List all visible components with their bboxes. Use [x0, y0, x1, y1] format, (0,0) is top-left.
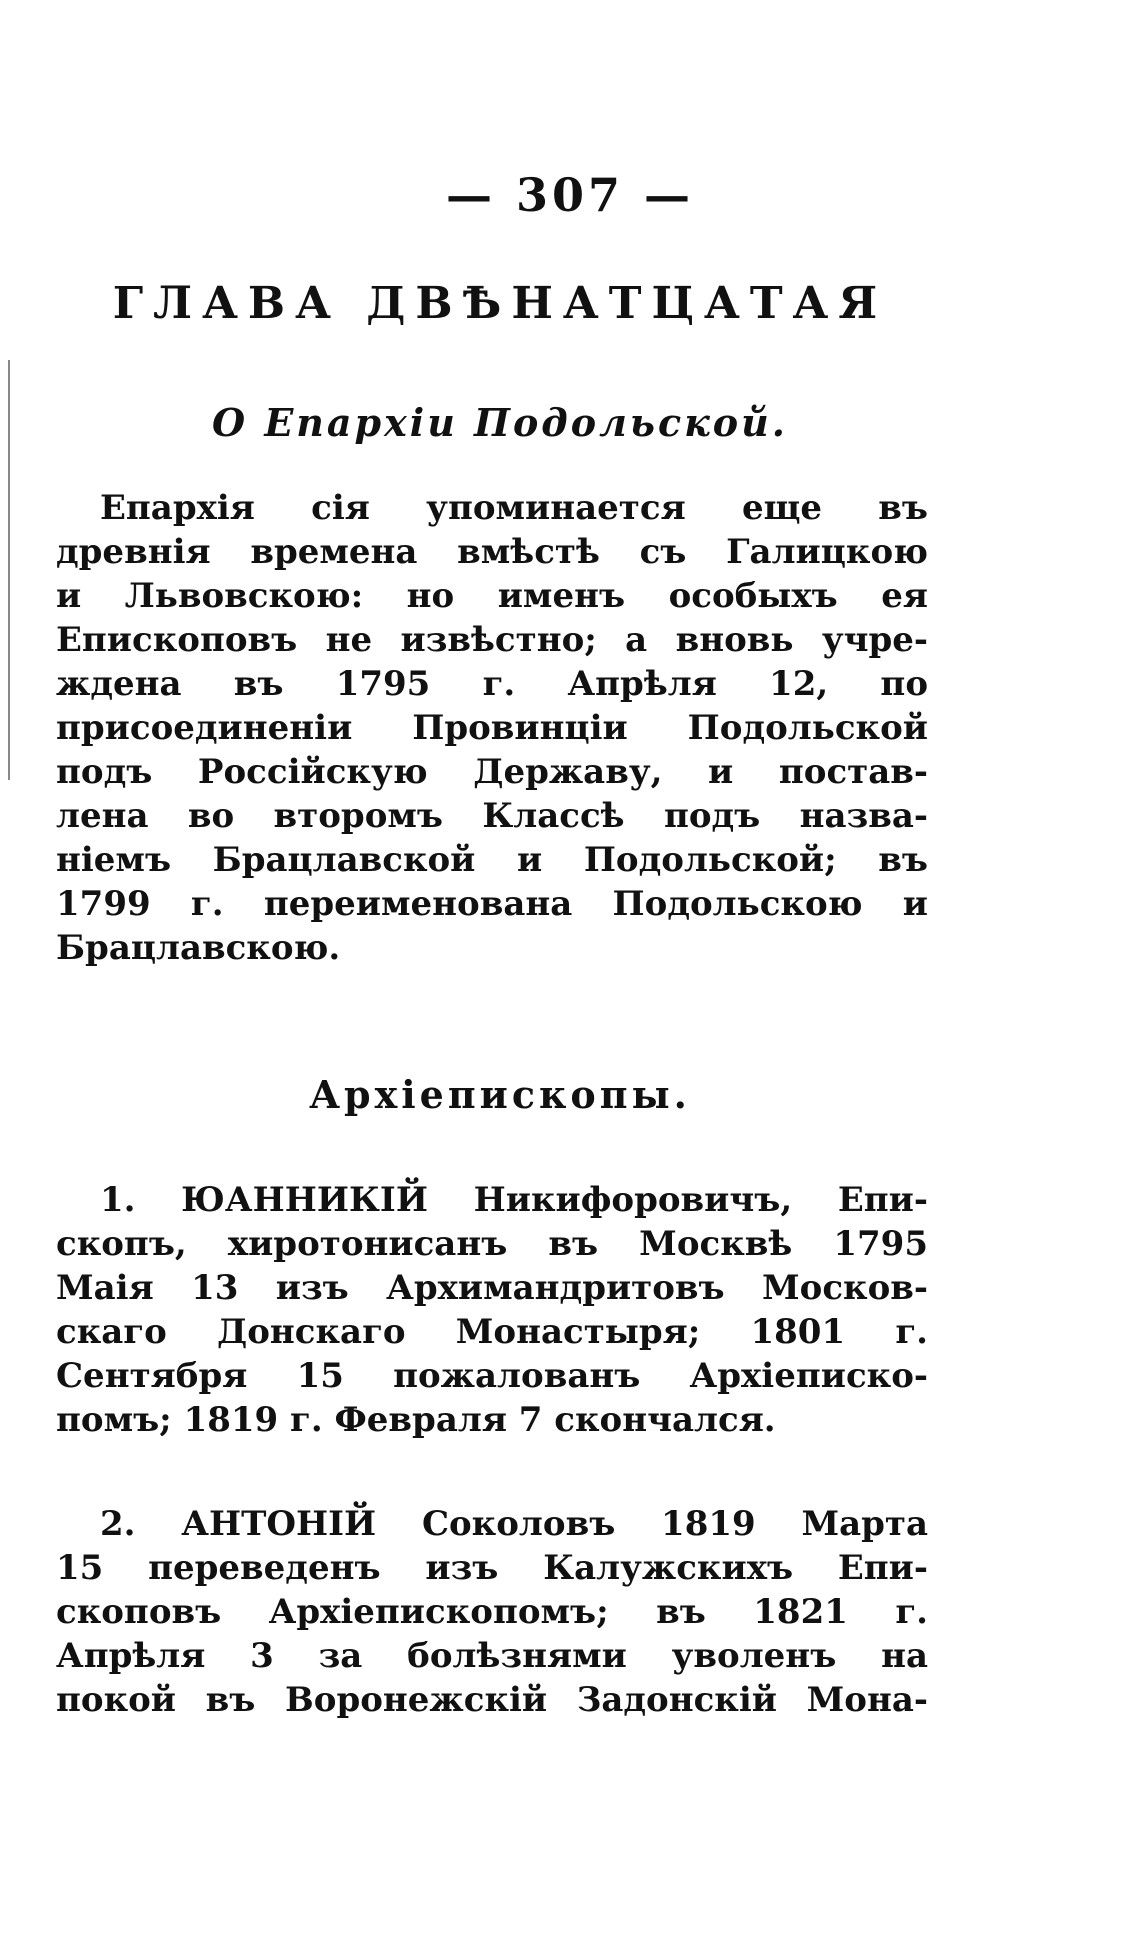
entry-paragraph — [56, 1502, 928, 1722]
chapter-title: ГЛАВА ДВѢНАТЦАТАЯ — [112, 278, 888, 329]
text-line: подъ Россійскую Державу, и постав- — [56, 752, 928, 792]
text-line: ніемъ Брацлавской и Подольской; въ — [56, 840, 928, 880]
intro-paragraph — [56, 486, 928, 970]
text-line: покой въ Воронежскій Задонскій Мона- — [56, 1680, 928, 1720]
text-line: и Львовскою: но именъ особыхъ ея — [56, 576, 928, 616]
text-line: Брацлавскою. — [56, 928, 341, 968]
entry-paragraph — [56, 1178, 928, 1442]
text-line: присоединеніи Провинціи Подольской — [56, 708, 928, 748]
text-line: 2. АНТОНІЙ Соколовъ 1819 Марта — [100, 1504, 928, 1544]
text-line: древнія времена вмѣстѣ съ Галицкою — [56, 532, 928, 572]
section-heading: Архіепископы. — [309, 1072, 691, 1117]
text-line: лена во второмъ Классѣ подъ назва- — [56, 796, 928, 836]
text-line: скаго Донскаго Монастыря; 1801 г. — [56, 1312, 928, 1352]
text-line: 1. ЮАННИКІЙ Никифоровичъ, Епи- — [100, 1180, 928, 1220]
text-line: Сентября 15 пожалованъ Архіеписко- — [56, 1356, 928, 1396]
chapter-subtitle: О Епархіи Подольской. — [211, 400, 789, 445]
text-line: Маія 13 изъ Архимандритовъ Москов- — [56, 1268, 928, 1308]
text-line: помъ; 1819 г. Февраля 7 скончался. — [56, 1400, 776, 1440]
text-line: 1799 г. переименована Подольскою и — [56, 884, 928, 924]
text-line: ждена въ 1795 г. Апрѣля 12, по — [56, 664, 928, 704]
text-line: скоповъ Архіепископомъ; въ 1821 г. — [56, 1592, 928, 1632]
page-number: — 307 — — [445, 168, 695, 222]
text-line: Апрѣля 3 за болѣзнями уволенъ на — [56, 1636, 928, 1676]
text-line: Епархія сія упоминается еще въ — [100, 488, 928, 528]
text-line: скопъ, хиротонисанъ въ Москвѣ 1795 — [56, 1224, 928, 1264]
margin-rule — [8, 360, 10, 780]
text-line: 15 переведенъ изъ Калужскихъ Епи- — [56, 1548, 928, 1588]
text-line: Епископовъ не извѣстно; а вновь учре- — [56, 620, 928, 660]
